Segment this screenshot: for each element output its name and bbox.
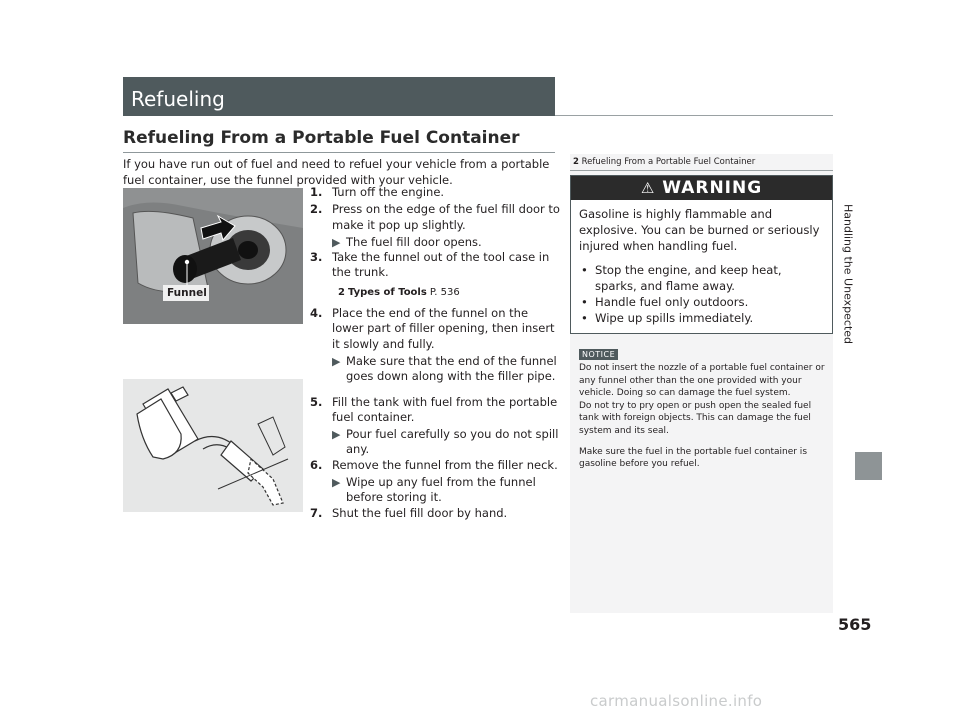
result-text: Make sure that the end of the funnel goes down along with the filler pipe. (346, 353, 557, 384)
reference-title: Types of Tools (347, 286, 427, 298)
chapter-title: Refueling (131, 87, 225, 111)
warning-text: Gasoline is highly flammable and explosive. You can be burned or seriously injured when handling fuel. (579, 207, 820, 253)
step-text: Press on the edge of the fuel fill door to make it pop up slightly. (332, 202, 560, 232)
warning-title: WARNING (662, 178, 763, 198)
step-7 (310, 506, 560, 521)
page-number: 565 (838, 615, 872, 634)
step-number: 5. (310, 394, 323, 409)
steps-list (310, 185, 560, 523)
sidebar-marker-icon: 2 (573, 157, 579, 167)
result-text: Wipe up any fuel from the funnel before storing it. (346, 475, 536, 505)
result-text: The fuel fill door opens. (346, 234, 482, 249)
sidebar-divider (570, 170, 833, 171)
warning-item: • Stop the engine, and keep heat, sparks, and flame away. (579, 262, 824, 294)
triangle-right-icon: ▶ (332, 476, 341, 490)
result-text: Pour fuel carefully so you do not spill any. (346, 427, 559, 457)
step-number: 3. (310, 250, 323, 265)
warning-triangle-icon: ⚠ (640, 179, 656, 197)
step-number: 6. (310, 457, 323, 472)
step-text: Take the funnel out of the tool case in the trunk. (332, 250, 550, 280)
funnel-label: Funnel (167, 287, 207, 299)
step-4 (310, 306, 560, 352)
intro-paragraph: If you have run out of fuel and need to refuel your vehicle from a portable fuel container, use the funnel provided with your vehicle. (123, 157, 550, 187)
notice-paragraph: Do not insert the nozzle of a portable fuel container or any funnel other than the one provided with your vehicle. Doing so can damage the fuel system. (579, 363, 825, 399)
chapter-banner (123, 77, 555, 116)
section-title: Refueling From a Portable Fuel Container (123, 128, 520, 148)
notice-text (579, 362, 825, 479)
fuel-door-photo (123, 188, 303, 324)
notice-badge: NOTICE (579, 349, 618, 360)
warning-item: • Wipe up spills immediately. (579, 310, 824, 326)
notice-paragraph: Make sure the fuel in the portable fuel container is gasoline before you refuel. (579, 446, 808, 470)
triangle-right-icon: ▶ (332, 354, 341, 368)
step-text: Turn off the engine. (332, 185, 445, 199)
warning-item: • Handle fuel only outdoors. (579, 294, 824, 310)
cross-reference-link[interactable] (338, 285, 560, 300)
step-number: 4. (310, 306, 323, 321)
warning-body (571, 200, 832, 326)
funnel-diagram (123, 379, 303, 512)
step-5-result (332, 427, 560, 458)
step-2 (310, 202, 560, 233)
step-number: 1. (310, 185, 323, 199)
section-divider (123, 152, 555, 153)
step-text: Fill the tank with fuel from the portable fuel container. (332, 394, 558, 424)
notice-paragraph: Do not try to pry open or push open the sealed fuel tank with foreign objects. This can damage the fuel system and its seal. (579, 400, 812, 436)
warning-box (570, 175, 833, 334)
step-6 (310, 458, 560, 473)
triangle-right-icon: ▶ (332, 235, 341, 249)
warning-list (579, 262, 824, 326)
step-6-result (332, 475, 560, 506)
step-5 (310, 395, 560, 426)
banner-divider (555, 115, 833, 116)
sidebar-heading: 2 Refueling From a Portable Fuel Container (573, 157, 756, 167)
step-text: Remove the funnel from the filler neck. (332, 457, 558, 472)
chapter-side-label: Handling the Unexpected (841, 203, 855, 345)
step-3 (310, 250, 560, 281)
reference-page: P. 536 (429, 286, 460, 298)
chapter-tab-marker (855, 452, 882, 480)
step-number: 7. (310, 505, 323, 520)
step-text: Shut the fuel fill door by hand. (332, 505, 508, 520)
warning-header (571, 176, 832, 200)
step-1 (310, 185, 560, 200)
reference-arrow-icon: 2 (338, 286, 345, 298)
step-4-result (332, 354, 560, 385)
step-2-result (332, 235, 560, 250)
step-number: 2. (310, 202, 323, 217)
triangle-right-icon: ▶ (332, 428, 341, 442)
step-text: Place the end of the funnel on the lower part of filler opening, then insert it slowly and fully. (332, 306, 555, 351)
watermark: carmanualsonline.info (590, 692, 763, 710)
